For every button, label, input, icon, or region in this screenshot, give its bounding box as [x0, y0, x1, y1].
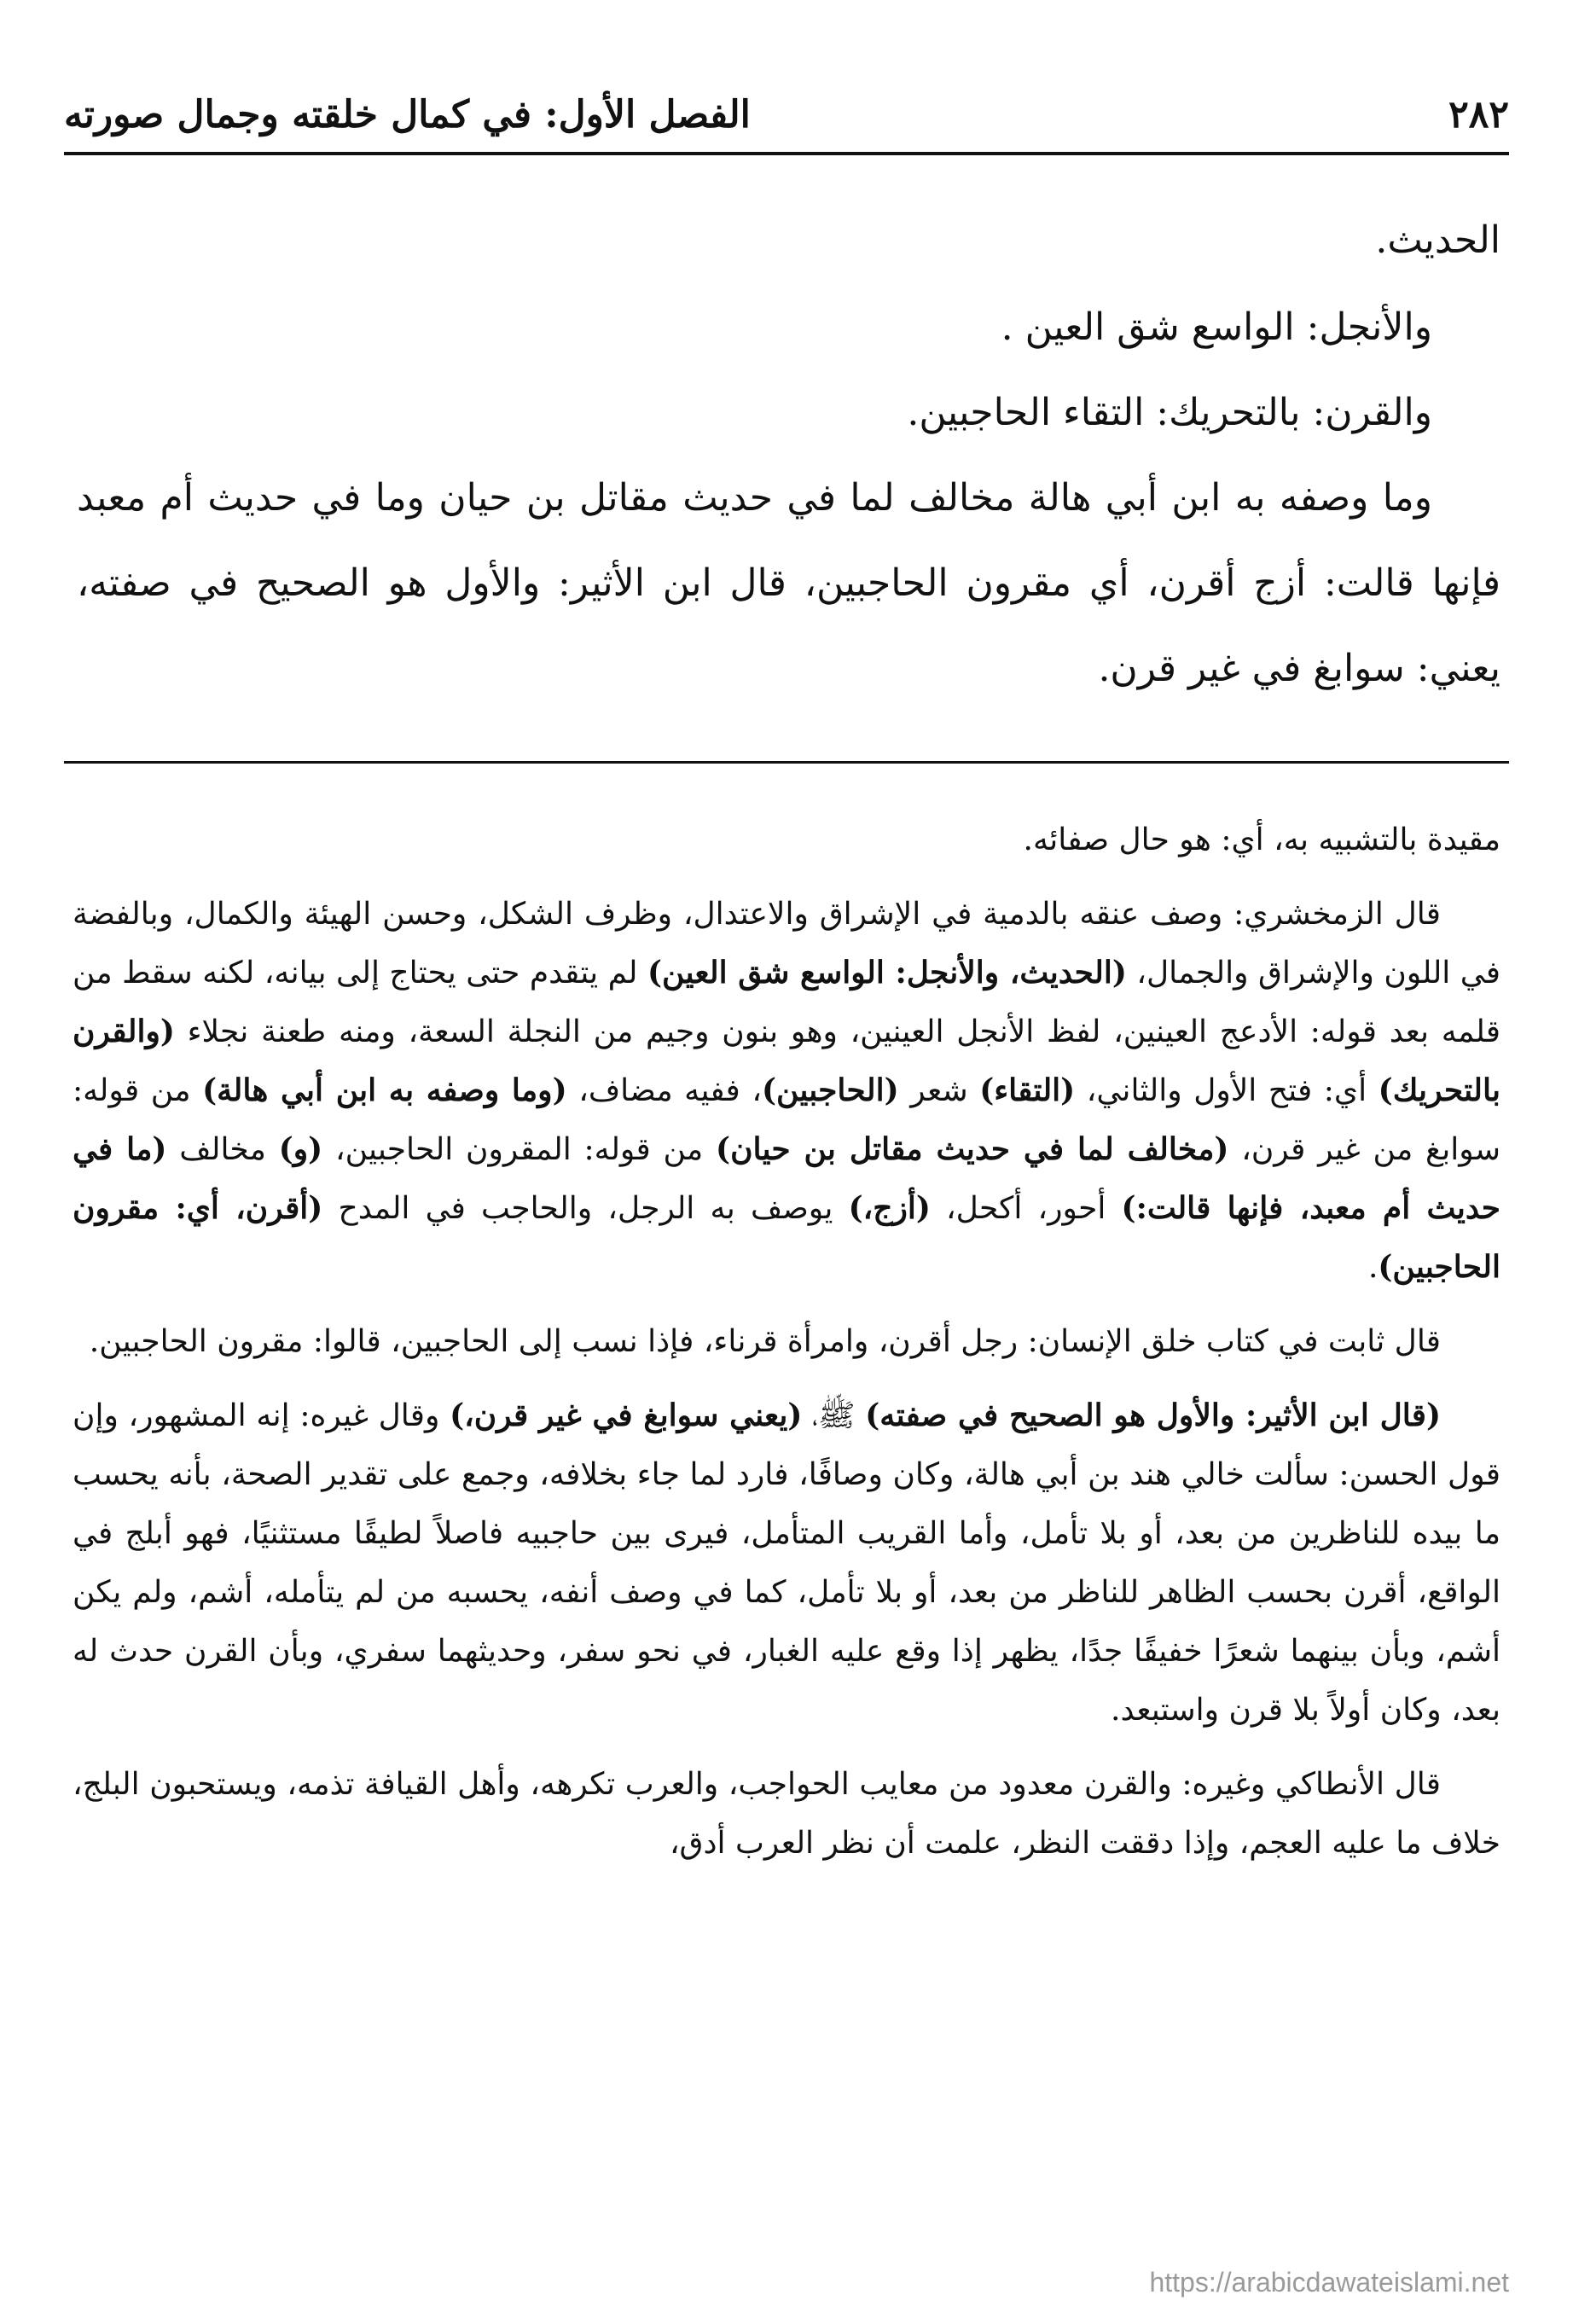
sharh-p2-seg-2: لم يتقدم حتى يحتاج إلى بيانه، لكنه سقط من قلمه بعد قوله: الأدعج العينين، لفظ الأنجل العينين، وهو بنون وجيم من النجلة السعة، ومنه طعنة نجلاء	[73, 956, 1500, 1049]
page-number: ٢٨٢	[1448, 92, 1509, 137]
sharh-p2-seg-16: أحور، أكحل،	[930, 1191, 1122, 1226]
section-divider	[64, 761, 1509, 764]
chapter-title: الفصل الأول: في كمال خلقته وجمال صورته	[64, 92, 751, 137]
quoted-matn: (وما وصفه به ابن أبي هالة)	[202, 1072, 567, 1108]
quoted-matn: (ما في حديث أم معبد، فإنها قالت:)	[73, 1131, 1500, 1226]
header-rule	[64, 152, 1509, 155]
matn-paragraph-3: والقرن: بالتحريك: التقاء الحاجبين.	[907, 391, 1432, 434]
running-header	[64, 78, 1509, 150]
quoted-matn: (والقرن بالتحريك)	[73, 1014, 1500, 1108]
sharh-p4-seg-3: وقال غيره: إنه المشهور، وإن قول الحسن: سألت خالي هند بن أبي هالة، وكان وصافًا، فارد لما جاء بخلافه، وجمع على تقدير الصحة، بأنه يحسب ما بيده للناظرين من بعد، أو بلا تأمل، وأما القريب المتأمل، فيرى بين حاجبيه فاصلاً لطيفًا مستثنيًا، فهو أبلج في الواقع، أقرن بحسب الظاهر للناظر من بعد، أو بلا تأمل، كما في وصف أنفه، يحسبه من لم يتأمله، أشم، ولم يكن أشم، وبأن بينهما شعرًا خفيفًا جدًا، يظهر إذا وقع عليه الغبار، في نحو سفر، وحديثهما سفري، وبأن القرن حدث له بعد، وكان أولاً بلا قرن واستبعد.	[73, 1398, 1500, 1728]
quoted-matn: (يعني سوابغ في غير قرن،)	[450, 1397, 803, 1433]
sharh-p2-seg-18: يوصف به الرجل، والحاجب في المدح	[322, 1191, 849, 1226]
sharh-p2-seg-0: قال الزمخشري: وصف عنقه بالدمية في الإشراق والاعتدال، وظرف الشكل، وحسن الهيئة والكمال، وبالفضة في اللون والإشراق والجمال،	[73, 897, 1500, 991]
sharh-p2-seg-10: من قوله: سوابغ من غير قرن،	[73, 1073, 1500, 1167]
quoted-matn: (قال ابن الأثير: والأول هو الصحيح في صفته)	[865, 1397, 1442, 1433]
commentary-text	[73, 810, 1500, 1888]
quoted-matn: (الحاجبين)	[761, 1072, 899, 1108]
sharh-p2-seg-6: شعر	[898, 1073, 980, 1108]
quoted-matn: (الحديث، والأنجل: الواسع شق العين)	[647, 955, 1127, 991]
quoted-matn: (مخالف لما في حديث مقاتل بن حيان)	[716, 1131, 1229, 1167]
sharh-paragraph-5: قال الأنطاكي وغيره: والقرن معدود من معايب الحواجب، والعرب تكرهه، وأهل القيافة تذمه، ويستحبون البلج، خلاف ما عليه العجم، وإذا دققت النظر، علمت أن نظر العرب أدق،	[73, 1767, 1500, 1861]
sharh-paragraph-4	[73, 1386, 1500, 1740]
sharh-paragraph-1: مقيدة بالتشبيه به، أي: هو حال صفائه.	[1023, 822, 1500, 857]
sharh-p2-seg-20: .	[1367, 1250, 1379, 1285]
quoted-matn: (التقاء)	[979, 1072, 1076, 1108]
matn-paragraph-4: وما وصفه به ابن أبي هالة مخالف لما في حديث مقاتل بن حيان وما في حديث أم معبد فإنها قالت: أزج أقرن، أي مقرون الحاجبين، قال ابن الأثير: والأول هو الصحيح في صفته، يعني: سوابغ في غير قرن.	[77, 476, 1500, 690]
sharh-paragraph-3: قال ثابت في كتاب خلق الإنسان: رجل أقرن، وامرأة قرناء، فإذا نسب إلى الحاجبين، قالوا: مقرون الحاجبين.	[89, 1324, 1441, 1359]
quoted-matn: (أزج،)	[848, 1190, 931, 1226]
matn-paragraph-2: والأنجل: الواسع شق العين .	[1001, 305, 1432, 349]
website-watermark: https://arabicdawateislami.net	[1149, 2267, 1509, 2298]
sharh-p2-seg-12: من قوله: المقرون الحاجبين،	[322, 1132, 717, 1167]
sharh-paragraph-2	[73, 885, 1500, 1297]
sharh-p4-seg-1: ﷺ،	[802, 1398, 866, 1433]
main-text	[77, 198, 1500, 712]
quoted-matn: (و)	[278, 1131, 323, 1167]
sharh-p2-seg-8: ، ففيه مضاف،	[566, 1073, 762, 1108]
matn-paragraph-1: الحديث.	[1375, 218, 1500, 262]
sharh-p2-seg-14: مخالف	[166, 1132, 279, 1167]
sharh-p2-seg-4: أي: فتح الأول والثاني،	[1075, 1073, 1379, 1108]
quoted-matn: (أقرن، أي: مقرون الحاجبين)	[73, 1190, 1500, 1285]
